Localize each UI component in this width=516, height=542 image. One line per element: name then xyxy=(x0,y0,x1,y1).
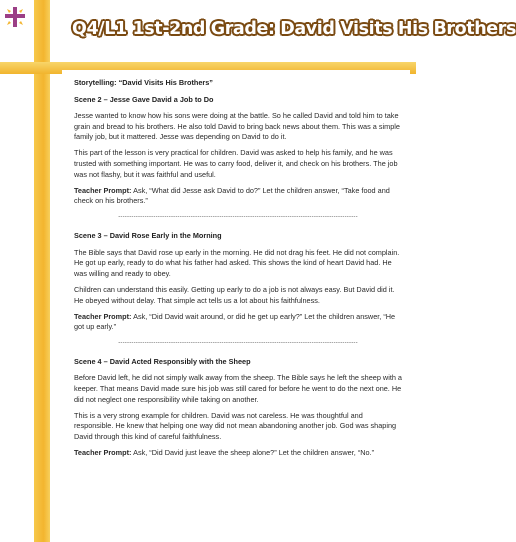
scene-4-paragraph-2: This is a very strong example for children. David was not careless. He was thoughtful and responsible. He knew that helping one way did not mean abandoning another job. God was shaping David through this kind of careful faithfulness. xyxy=(74,410,397,441)
scene-2-title: Scene 2 – Jesse Gave David a Job to Do xyxy=(74,94,214,104)
prompt-text: Ask, “Did David wait around, or did he get up early?” Let the children answer, “He got up early.” xyxy=(74,311,396,332)
scene-2-teacher-prompt xyxy=(74,186,402,207)
scene-4-title: Scene 4 – David Acted Responsibly with the Sheep xyxy=(74,356,251,366)
page-title: Q4/L1 1st-2nd Grade: David Visits His Brothers xyxy=(72,19,516,39)
scene-3-paragraph-1: The Bible says that David rose up early in the morning. He did not drag his feet. He did not complain. He got up early, ready to do what his father had asked. This shows the kind of heart David had. He was willing and ready to obey. xyxy=(74,247,400,278)
scene-4-paragraph-1: Before David left, he did not simply walk away from the sheep. The Bible says he left the sheep with a keeper. That means David made sure his job was still cared for before he went to do the next one. He did not neglect one responsibility while taking on another. xyxy=(74,373,402,404)
prompt-text: Ask, “Did David just leave the sheep alone?” Let the children answer, “No.” xyxy=(131,448,374,458)
scene-4-teacher-prompt xyxy=(74,448,402,459)
prompt-label: Teacher Prompt: xyxy=(74,185,132,195)
background-cross-vertical xyxy=(34,0,50,542)
section-divider: ------------------------------------------------------------------------------------------------------------- xyxy=(118,214,358,221)
storytelling-heading: Storytelling: “David Visits His Brothers” xyxy=(74,78,213,87)
prompt-label: Teacher Prompt: xyxy=(74,311,132,321)
section-divider: ------------------------------------------------------------------------------------------------------------- xyxy=(118,340,358,347)
document-body xyxy=(74,78,402,464)
prompt-label: Teacher Prompt: xyxy=(74,448,132,458)
church-cross-logo-icon xyxy=(4,6,26,28)
scene-3-paragraph-2: Children can understand this easily. Getting up early to do a job is not always easy. But David did it. He obeyed without delay. That simple act tells us a lot about his faithfulness. xyxy=(74,284,395,305)
scene-2-paragraph-2: This part of the lesson is very practical for children. David was asked to help his family, and he was trusted with something important. He was to carry food, deliver it, and check on his brothers. The job was not flashy, but it was faithful and useful. xyxy=(74,148,398,179)
scene-3-title: Scene 3 – David Rose Early in the Morning xyxy=(74,231,222,241)
scene-3-teacher-prompt xyxy=(74,312,402,333)
prompt-text: Ask, “What did Jesse ask David to do?” Let the children answer, “Take food and check on his brothers.” xyxy=(74,185,390,206)
scene-2-paragraph-1: Jesse wanted to know how his sons were doing at the battle. So he called David and told him to take grain and bread to his brothers. He also told David to bring back news about them. This was a simple family job, but it mattered. Jesse was depending on David to do it. xyxy=(74,111,400,142)
